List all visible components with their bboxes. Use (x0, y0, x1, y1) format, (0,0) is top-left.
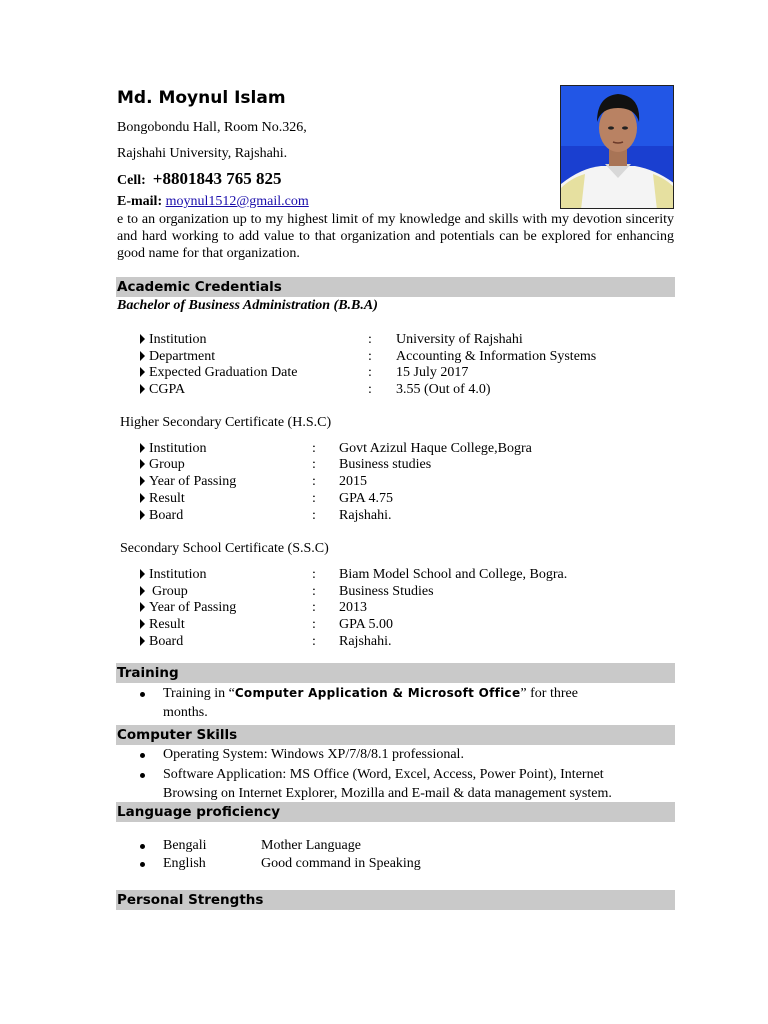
list-item: Year of Passing (140, 599, 236, 616)
applicant-name: Md. Moynul Islam (117, 88, 286, 108)
cell-number: +8801843 765 825 (152, 169, 282, 188)
profile-photo (560, 85, 674, 209)
cell-label: Cell: (117, 173, 146, 188)
list-item: Expected Graduation Date (140, 364, 298, 381)
language-level: Good command in Speaking (261, 856, 421, 871)
address-line-2: Rajshahi University, Rajshahi. (117, 146, 288, 161)
section-computer-skills: Computer Skills (116, 725, 675, 745)
triangle-bullet-icon (140, 569, 145, 579)
list-item: Institution (140, 440, 207, 457)
language-name: English (163, 856, 206, 871)
list-item: Board (140, 633, 183, 650)
section-training: Training (116, 663, 675, 683)
list-item: Board (140, 507, 183, 524)
triangle-bullet-icon (140, 459, 145, 469)
triangle-bullet-icon (140, 443, 145, 453)
hsc-title: Higher Secondary Certificate (H.S.C) (120, 415, 332, 430)
list-item: Department (140, 348, 215, 365)
section-academic-credentials: Academic Credentials (116, 277, 675, 297)
triangle-bullet-icon (140, 351, 145, 361)
address-line-1: Bongobondu Hall, Room No.326, (117, 120, 307, 135)
computer-skill-software: Software Application: MS Office (Word, Excel, Access, Power Point), Internet Browsing on Internet Explorer, Mozilla and E-mail & data management system. (163, 767, 612, 801)
triangle-bullet-icon (140, 586, 145, 596)
career-objective: e to an organization up to my highest limit of my knowledge and skills with my devotion sincerity and hard working to add value to that organization and potentials can be explored for enhancing good name for that organization. (117, 212, 674, 261)
training-item: Training in “Computer Application & Microsoft Office” for three months. (163, 686, 578, 720)
triangle-bullet-icon (140, 367, 145, 377)
list-item: Group (140, 456, 185, 473)
email-link[interactable]: moynul1512@gmail.com (165, 194, 309, 209)
computer-skill-os: Operating System: Windows XP/7/8/8.1 professional. (163, 747, 464, 762)
triangle-bullet-icon (140, 476, 145, 486)
triangle-bullet-icon (140, 602, 145, 612)
list-item: Group (140, 583, 188, 600)
triangle-bullet-icon (140, 619, 145, 629)
bba-title: Bachelor of Business Administration (B.B.A) (117, 298, 378, 313)
training-course: Computer Application & Microsoft Office (234, 686, 521, 700)
list-item: Result (140, 490, 185, 507)
list-item: Result (140, 616, 185, 633)
triangle-bullet-icon (140, 493, 145, 503)
triangle-bullet-icon (140, 636, 145, 646)
email-label: E-mail: (117, 194, 163, 209)
section-personal-strengths: Personal Strengths (116, 890, 675, 910)
language-level: Mother Language (261, 838, 361, 853)
list-item: CGPA (140, 381, 185, 398)
email-line (117, 194, 309, 210)
triangle-bullet-icon (140, 384, 145, 394)
list-item: Institution (140, 566, 207, 583)
ssc-title: Secondary School Certificate (S.S.C) (120, 541, 329, 556)
section-language-proficiency: Language proficiency (116, 802, 675, 822)
triangle-bullet-icon (140, 334, 145, 344)
list-item: Year of Passing (140, 473, 236, 490)
cell-line (117, 169, 281, 189)
list-item: Institution (140, 331, 207, 348)
triangle-bullet-icon (140, 510, 145, 520)
language-name: Bengali (163, 838, 207, 853)
